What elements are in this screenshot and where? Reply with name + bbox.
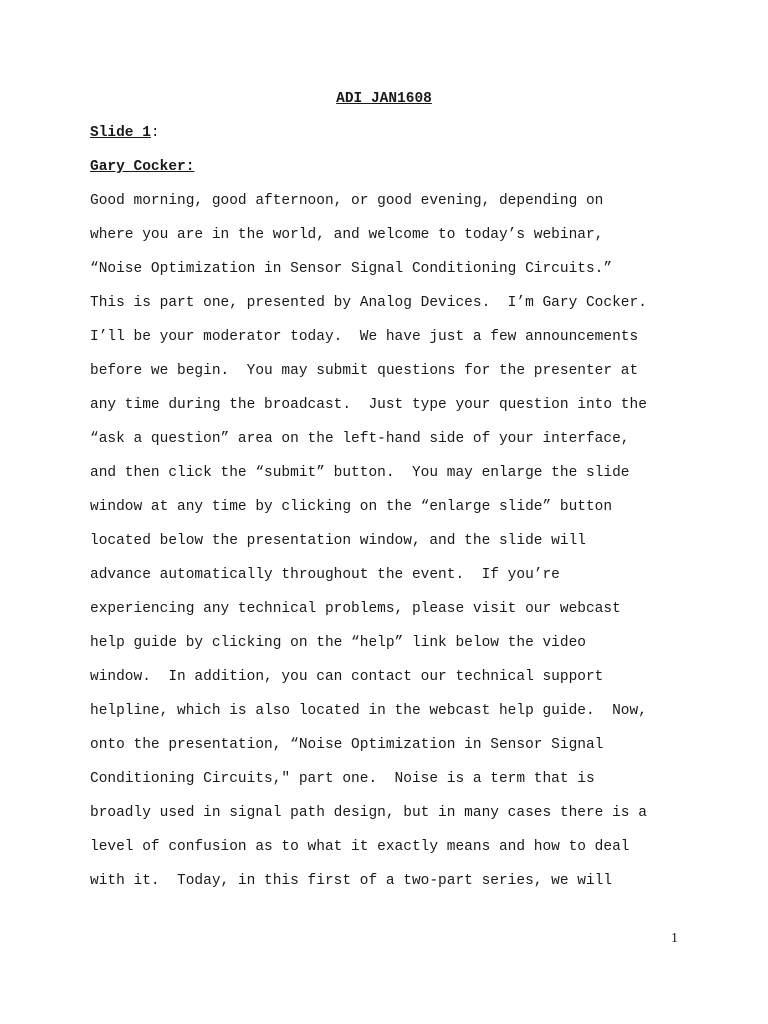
transcript-body bbox=[90, 191, 647, 905]
text-line: “Noise Optimization in Sensor Signal Conditioning Circuits.” bbox=[90, 261, 613, 277]
text-line: any time during the broadcast. Just type your question into the bbox=[90, 397, 647, 413]
document-title: ADI JAN1608 bbox=[336, 91, 432, 107]
text-line: This is part one, presented by Analog Devices. I’m Gary Cocker. bbox=[90, 295, 647, 311]
text-line: onto the presentation, “Noise Optimization in Sensor Signal bbox=[90, 737, 604, 753]
text-line: broadly used in signal path design, but in many cases there is a bbox=[90, 805, 647, 821]
text-line: advance automatically throughout the event. If you’re bbox=[90, 567, 560, 583]
text-line: before we begin. You may submit questions for the presenter at bbox=[90, 363, 639, 379]
text-line: with it. Today, in this first of a two-part series, we will bbox=[90, 873, 613, 889]
text-line: I’ll be your moderator today. We have just a few announcements bbox=[90, 329, 639, 345]
text-line: where you are in the world, and welcome to today’s webinar, bbox=[90, 227, 604, 243]
text-line: Good morning, good afternoon, or good evening, depending on bbox=[90, 193, 604, 209]
text-line: Conditioning Circuits," part one. Noise is a term that is bbox=[90, 771, 595, 787]
speaker-label: Gary Cocker: bbox=[90, 159, 195, 175]
text-line: experiencing any technical problems, please visit our webcast bbox=[90, 601, 621, 617]
slide-label-colon: : bbox=[150, 125, 160, 141]
slide-label: Slide 1 bbox=[90, 125, 151, 141]
page-number: 1 bbox=[671, 931, 678, 946]
text-line: located below the presentation window, and the slide will bbox=[90, 533, 586, 549]
text-line: “ask a question” area on the left-hand side of your interface, bbox=[90, 431, 630, 447]
text-line: help guide by clicking on the “help” link below the video bbox=[90, 635, 586, 651]
slide-heading bbox=[90, 123, 160, 143]
text-line: window. In addition, you can contact our technical support bbox=[90, 669, 604, 685]
text-line: helpline, which is also located in the webcast help guide. Now, bbox=[90, 703, 647, 719]
text-line: level of confusion as to what it exactly means and how to deal bbox=[90, 839, 630, 855]
text-line: and then click the “submit” button. You may enlarge the slide bbox=[90, 465, 630, 481]
text-line: window at any time by clicking on the “enlarge slide” button bbox=[90, 499, 613, 515]
